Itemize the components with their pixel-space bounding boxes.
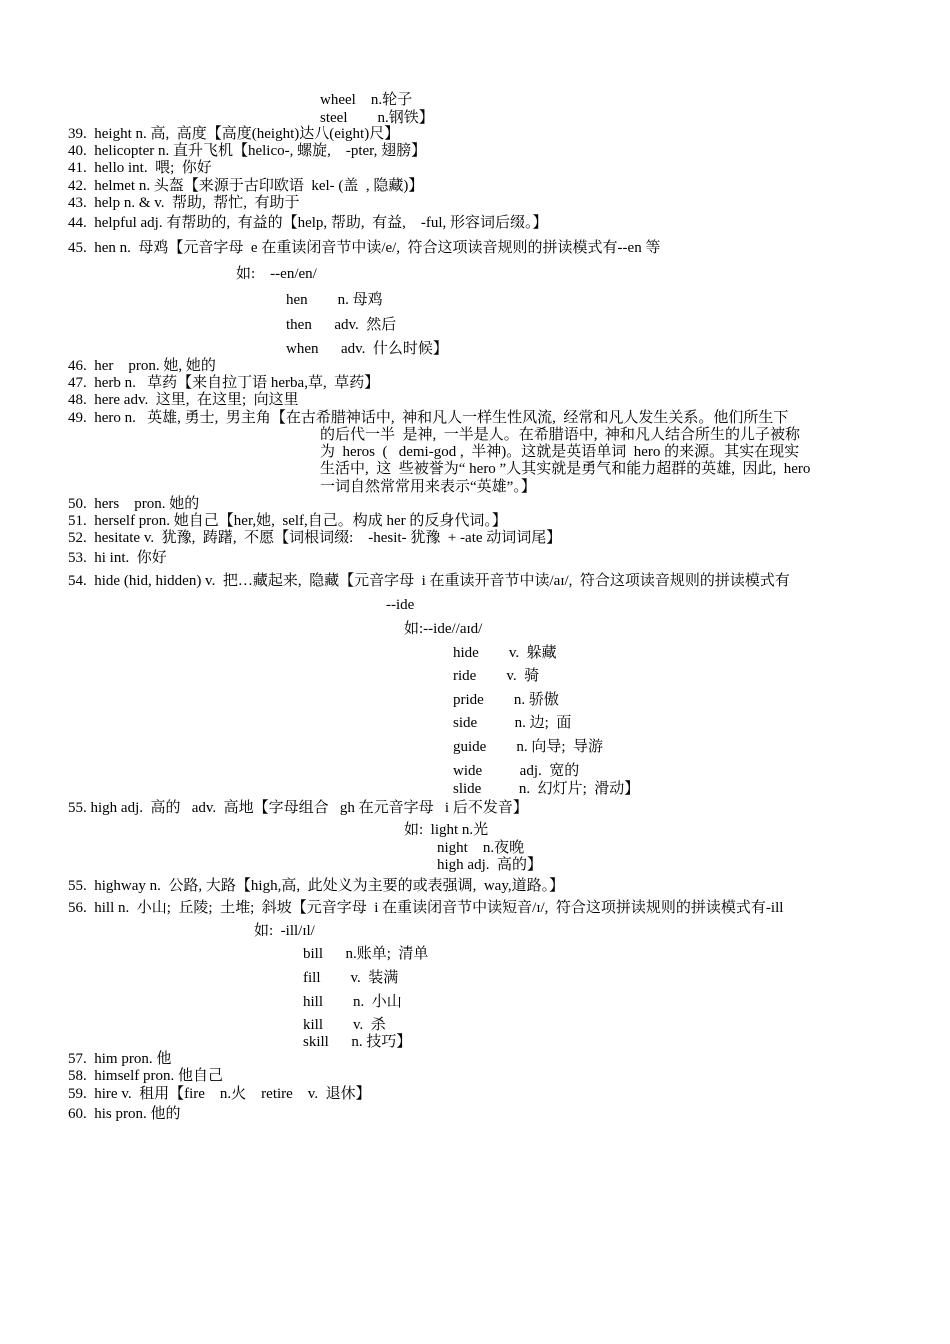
- entry-54-hide: 54. hide (hid, hidden) v. 把…藏起来, 隐藏【元音字母 i 在重读开音节中读/aɪ/, 符合这项读音规则的拼读模式有: [68, 573, 790, 589]
- example-word-wheel: wheel n.轮子: [320, 92, 413, 108]
- entry-51-herself: 51. herself pron. 她自己【her,她, self,自己。构成 her 的反身代词。】: [68, 513, 507, 529]
- entry-45-hen: 45. hen n. 母鸡【元音字母 e 在重读闭音节中读/e/, 符合这项读音规则的拼读模式有--en 等: [68, 240, 661, 256]
- example-word-hen: hen n. 母鸡: [286, 292, 383, 308]
- example-word-skill: skill n. 技巧】: [303, 1034, 412, 1050]
- entry-55-high: 55. high adj. 高的 adv. 高地【字母组合 gh 在元音字母 i 后不发音】: [68, 800, 528, 816]
- pattern-ide: --ide: [386, 597, 415, 613]
- example-word-side: side n. 边; 面: [453, 715, 572, 731]
- entry-47-herb: 47. herb n. 草药【来自拉丁语 herba,草, 草药】: [68, 375, 380, 391]
- example-word-fill: fill v. 装满: [303, 970, 399, 986]
- entry-39-height: 39. height n. 高, 高度【高度(height)达八(eight)尺】: [68, 126, 400, 142]
- example-word-pride: pride n. 骄傲: [453, 692, 559, 708]
- example-word-hill: hill n. 小山: [303, 994, 402, 1010]
- entry-41-hello: 41. hello int. 喂; 你好: [68, 160, 212, 176]
- entry-40-helicopter: 40. helicopter n. 直升飞机【helico-, 螺旋, -pter, 翅膀】: [68, 143, 427, 159]
- entry-55-highway: 55. highway n. 公路, 大路【high,高, 此处义为主要的或表强调, way,道路。】: [68, 878, 565, 894]
- entry-49-hero-cont-1: 的后代一半 是神, 一半是人。在希腊语中, 神和凡人结合所生的儿子被称: [320, 427, 801, 443]
- entry-58-himself: 58. himself pron. 他自己: [68, 1068, 223, 1084]
- pattern-en: 如: --en/en/: [236, 266, 317, 282]
- entry-50-hers: 50. hers pron. 她的: [68, 496, 200, 512]
- entry-48-here: 48. here adv. 这里, 在这里; 向这里: [68, 392, 299, 408]
- entry-42-helmet: 42. helmet n. 头盔【来源于古印欧语 kel- (盖 , 隐藏)】: [68, 178, 424, 194]
- entry-49-hero-cont-4: 一词自然常常用来表示“英雄”。】: [320, 479, 536, 495]
- entry-52-hesitate: 52. hesitate v. 犹豫, 踌躇, 不愿【词根词缀: -hesit- 犹豫 + -ate 动词词尾】: [68, 530, 562, 546]
- example-word-high: high adj. 高的】: [437, 857, 542, 873]
- example-word-when: when adv. 什么时候】: [286, 341, 448, 357]
- entry-49-hero: 49. hero n. 英雄, 勇士, 男主角【在古希腊神话中, 神和凡人一样生性风流, 经常和凡人发生关系。他们所生下: [68, 410, 789, 426]
- entry-44-helpful: 44. helpful adj. 有帮助的, 有益的【help, 帮助, 有益, -ful, 形容词后缀。】: [68, 215, 548, 231]
- entry-59-hire: 59. hire v. 租用【fire n.火 retire v. 退休】: [68, 1086, 371, 1102]
- entry-49-hero-cont-2: 为 heros ( demi-god , 半神)。这就是英语单词 hero 的来源。其实在现实: [320, 444, 800, 460]
- entry-43-help: 43. help n. & v. 帮助, 帮忙, 有助于: [68, 195, 300, 211]
- example-word-kill: kill v. 杀: [303, 1017, 386, 1033]
- pattern-ide-example: 如:--ide//aɪd/: [404, 621, 483, 637]
- example-word-then: then adv. 然后: [286, 317, 397, 333]
- entry-46-her: 46. her pron. 她, 她的: [68, 358, 216, 374]
- example-word-hide: hide v. 躲藏: [453, 645, 557, 661]
- entry-60-his: 60. his pron. 他的: [68, 1106, 181, 1122]
- example-word-light: 如: light n.光: [404, 822, 489, 838]
- entry-56-hill: 56. hill n. 小山; 丘陵; 土堆; 斜坡【元音字母 i 在重读闭音节中读短音/ɪ/, 符合这项拼读规则的拼读模式有-ill: [68, 900, 784, 916]
- pattern-ill: 如: -ill/ɪl/: [254, 923, 315, 939]
- entry-57-him: 57. him pron. 他: [68, 1051, 172, 1067]
- example-word-guide: guide n. 向导; 导游: [453, 739, 603, 755]
- example-word-slide: slide n. 幻灯片; 滑动】: [453, 781, 640, 797]
- example-word-bill: bill n.账单; 清单: [303, 946, 429, 962]
- example-word-steel: steel n.钢铁】: [320, 110, 434, 126]
- example-word-night: night n.夜晚: [437, 840, 525, 856]
- example-word-ride: ride v. 骑: [453, 668, 540, 684]
- entry-53-hi: 53. hi int. 你好: [68, 550, 167, 566]
- example-word-wide: wide adj. 宽的: [453, 763, 580, 779]
- entry-49-hero-cont-3: 生活中, 这 些被誉为“ hero ”人其实就是勇气和能力超群的英雄, 因此, hero: [320, 461, 811, 477]
